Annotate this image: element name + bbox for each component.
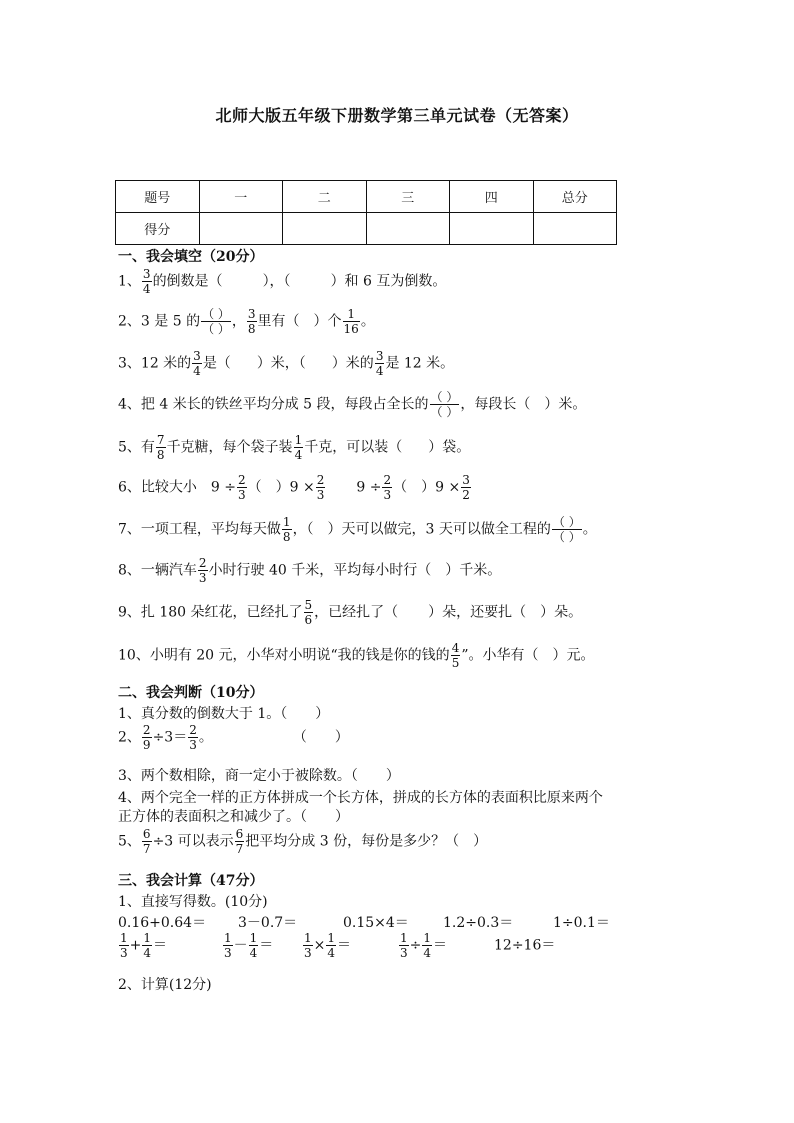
calc-item: $\frac{1}{3}$ × $\frac{1}{4}$ ＝ [304,931,352,960]
judge-2: 2、 $\frac{2}{9}$ ÷3＝ $\frac{2}{3}$ 。 （ ） [118,723,349,752]
table-cell: 题号 [116,181,200,213]
fraction: $\frac{1}{4}$ [143,931,152,960]
calc-item: 3－0.7＝ [238,915,298,931]
fraction: $\frac{1}{8}$ [282,515,291,544]
judge-4-line-2: 正方体的表面积之和减少了。（ ） [118,809,349,825]
fraction: $\frac{1}{4}$ [294,433,303,462]
calc-item: $\frac{1}{3}$ － $\frac{1}{4}$ ＝ [224,931,274,960]
fraction: $\frac{1}{3}$ [304,931,312,960]
calc-item: 1.2÷0.3＝ [443,915,514,931]
question-2: 2、3 是 5 的 $\frac{( )}{( )}$ ， $\frac{3}{8}$ 里有（ ）个 $\frac{1}{16}$ 。 [118,307,375,336]
fraction: $\frac{1}{4}$ [327,931,336,960]
calc-item: 12÷16＝ [494,937,556,954]
fraction: $\frac{( )}{( )}$ [202,307,230,336]
fraction: $\frac{2}{3}$ [189,723,197,752]
fraction: $\frac{3}{4}$ [375,349,384,378]
score-cell[interactable] [450,213,534,245]
question-5: 5、有 $\frac{7}{8}$ 千克糖，每个袋子装 $\frac{1}{4}$ 千克，可以装（ ）袋。 [118,433,471,462]
score-cell[interactable] [199,213,283,245]
fraction: $\frac{3}{2}$ [462,473,470,502]
table-cell: 二 [283,181,367,213]
table-cell: 三 [366,181,450,213]
table-cell: 一 [199,181,283,213]
question-4: 4、把 4 米长的铁丝平均分成 5 段，每段占全长的 $\frac{( )}{( )}$ ，每段长（ ）米。 [118,390,587,419]
fraction: $\frac{3}{4}$ [193,349,201,378]
fraction: $\frac{1}{3}$ [224,931,232,960]
calc-item: 0.16+0.64＝ [118,915,207,931]
section-heading: 三、我会计算（47分） [118,873,264,889]
score-table-score-row [116,213,617,245]
fraction: $\frac{1}{16}$ [343,307,359,336]
fraction: $\frac{6}{7}$ [142,827,151,856]
fraction: $\frac{5}{6}$ [304,598,313,627]
calc-item: 1÷0.1＝ [553,915,610,931]
question-3: 3、12 米的 $\frac{3}{4}$ 是（ ）米，（ ）米的 $\frac{3}{4}$ 是 12 米。 [118,349,455,378]
section-heading: 一、我会填空（20分） [118,249,264,265]
calc-item: $\frac{1}{3}$ ÷ $\frac{1}{4}$ ＝ [400,931,448,960]
fraction: $\frac{1}{3}$ [400,931,408,960]
question-10: 10、小明有 20 元，小华对小明说“我的钱是你的钱的 $\frac{4}{5}$ ”。小华有（ ）元。 [118,641,595,670]
calc-row-2 [118,932,555,959]
fraction: $\frac{2}{3}$ [316,473,325,502]
fraction: $\frac{2}{3}$ [198,556,207,585]
score-cell[interactable] [533,213,617,245]
question-8: 8、一辆汽车 $\frac{2}{3}$ 小时行驶 40 千米，平均每小时行（ ）千米。 [118,556,502,585]
fraction: $\frac{1}{3}$ [120,931,128,960]
calc-item: 0.15×4＝ [343,915,409,931]
fraction: $\frac{( )}{( )}$ [552,515,581,544]
calc-instruction: 1、直接写得数。(10分) [118,894,268,910]
fraction: $\frac{( )}{( )}$ [430,390,459,419]
question-7: 7、一项工程，平均每天做 $\frac{1}{8}$ ，（ ）天可以做完，3 天可以做全工程的 $\frac{( )}{( )}$ 。 [118,515,597,544]
table-cell: 总分 [533,181,617,213]
fraction: $\frac{3}{8}$ [247,307,256,336]
calc-row-1 [118,912,610,932]
section-heading: 二、我会判断（10分） [118,685,264,701]
score-cell[interactable] [366,213,450,245]
judge-5: 5、 $\frac{6}{7}$ ÷3 可以表示 $\frac{6}{7}$ 把平均分成 3 份，每份是多少？（ ） [118,827,488,856]
fraction: $\frac{3}{4}$ [142,267,151,296]
fraction: $\frac{7}{8}$ [156,433,165,462]
judge-4-line-1: 4、两个完全一样的正方体拼成一个长方体，拼成的长方体的表面积比原来两个 [118,790,603,806]
score-table-header-row [116,181,617,213]
fraction: $\frac{1}{4}$ [423,931,432,960]
table-cell: 四 [450,181,534,213]
page-title: 北师大版五年级下册数学第三单元试卷（无答案） [215,106,579,125]
judge-3: 3、两个数相除，商一定小于被除数。（ ） [118,768,400,784]
judge-1: 1、真分数的倒数大于 1。（ ） [118,706,330,722]
score-cell[interactable] [283,213,367,245]
fraction: $\frac{2}{9}$ [142,723,151,752]
calc-item: $\frac{1}{3}$ + $\frac{1}{4}$ ＝ [120,931,168,960]
calc-instruction: 2、计算(12分) [118,977,212,993]
score-table [115,180,617,245]
question-9: 9、扎 180 朵红花，已经扎了 $\frac{5}{6}$ ，已经扎了（ ）朵，还要扎（ ）朵。 [118,598,583,627]
question-1: 1、 $\frac{3}{4}$ 的倒数是（ ），（ ）和 6 互为倒数。 [118,267,447,296]
question-6: 6、比较大小 9 ÷ $\frac{2}{3}$ （ ）9 × $\frac{2}{3}$ 9 ÷ $\frac{2}{3}$ （ ）9 × $\frac{3}{2}$ [118,473,470,502]
fraction: $\frac{2}{3}$ [238,473,246,502]
fraction: $\frac{1}{4}$ [249,931,258,960]
table-cell: 得分 [116,213,200,245]
fraction: $\frac{2}{3}$ [383,473,392,502]
fraction: $\frac{4}{5}$ [451,641,460,670]
fraction: $\frac{6}{7}$ [235,827,244,856]
